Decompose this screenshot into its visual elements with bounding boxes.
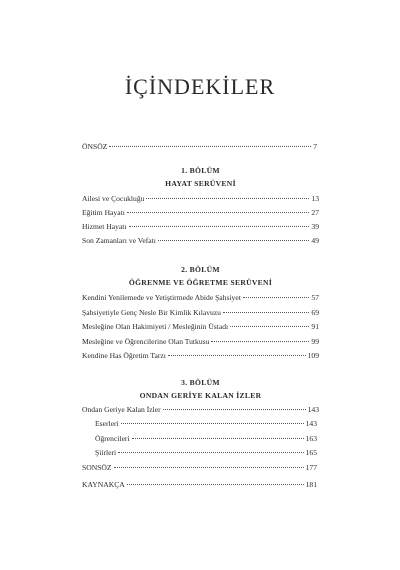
dot-leader [114, 467, 304, 468]
entry-page: 57 [311, 293, 319, 302]
dot-leader [109, 146, 311, 147]
toc-subentry [95, 448, 317, 458]
dot-leader [243, 297, 310, 298]
entry-page: 143 [307, 405, 319, 414]
entry-label: ÖNSÖZ [82, 142, 108, 151]
toc-entry [82, 293, 319, 303]
toc-subentry [95, 419, 317, 429]
entry-page: 39 [311, 222, 319, 231]
entry-page: 49 [311, 236, 319, 245]
part3-number: 3. BÖLÜM [181, 378, 220, 387]
entry-label: Eğitim Hayatı [82, 208, 125, 217]
toc-entry [82, 322, 319, 332]
entry-page: 165 [305, 448, 317, 457]
entry-label: SONSÖZ [82, 463, 112, 472]
part1-name: HAYAT SERÜVENİ [165, 179, 236, 188]
entry-page: 27 [311, 208, 319, 217]
dot-leader [223, 312, 309, 313]
dot-leader [127, 484, 304, 485]
toc-entry [82, 236, 319, 246]
entry-page: 13 [311, 194, 319, 203]
page-title: İÇİNDEKİLER [124, 74, 276, 99]
dot-leader [118, 452, 304, 453]
dot-leader [230, 326, 309, 327]
dot-leader [121, 423, 304, 424]
dot-leader [146, 198, 309, 199]
toc-entry [82, 351, 319, 361]
entry-label: Öğrencileri [95, 434, 130, 443]
dot-leader [168, 355, 306, 356]
entry-label: Şahsiyetiyle Genç Nesle Bir Kimlik Kılavuzu [82, 308, 221, 317]
entry-page: 177 [305, 463, 317, 472]
entry-page: 143 [305, 419, 317, 428]
toc-entry-preface [82, 142, 317, 152]
part2-name: ÖĞRENME VE ÖĞRETME SERÜVENİ [128, 278, 273, 287]
toc-entry [82, 222, 319, 232]
entry-label: Şiirleri [95, 448, 117, 457]
entry-label: Son Zamanları ve Vefatı [82, 236, 156, 245]
part3-name: ONDAN GERİYE KALAN İZLER [139, 391, 262, 400]
dot-leader [211, 341, 309, 342]
entry-page: 181 [305, 480, 317, 489]
entry-label: KAYNAKÇA [82, 480, 125, 489]
toc-entry-afterword [82, 463, 317, 473]
entry-page: 91 [311, 322, 319, 331]
toc-entry-bibliography [82, 480, 317, 490]
toc-subentry [95, 434, 317, 444]
entry-page: 69 [311, 308, 319, 317]
entry-page: 163 [305, 434, 317, 443]
dot-leader [163, 409, 306, 410]
dot-leader [129, 226, 310, 227]
entry-label: Hizmet Hayatı [82, 222, 127, 231]
entry-label: Eserleri [95, 419, 119, 428]
toc-entry [82, 405, 319, 415]
entry-label: Ondan Geriye Kalan İzler [82, 405, 161, 414]
part1-number: 1. BÖLÜM [181, 166, 220, 175]
entry-label: Ailesi ve Çocukluğu [82, 194, 145, 203]
toc-entry [82, 194, 319, 204]
dot-leader [158, 240, 310, 241]
part2-number: 2. BÖLÜM [181, 265, 220, 274]
entry-label: Mesleğine Olan Hakimiyeti / Mesleğinin Üstadı [82, 322, 229, 331]
entry-page: 7 [313, 142, 317, 151]
toc-entry [82, 208, 319, 218]
entry-page: 109 [307, 351, 319, 360]
entry-page: 99 [311, 337, 319, 346]
dot-leader [127, 212, 310, 213]
entry-label: Kendine Has Öğretim Tarzı [82, 351, 166, 360]
toc-entry [82, 308, 319, 318]
toc-entry [82, 337, 319, 347]
dot-leader [132, 438, 304, 439]
entry-label: Mesleğine ve Öğrencilerine Olan Tutkusu [82, 337, 210, 346]
entry-label: Kendini Yenilemede ve Yetiştirmede Abide Şahsiyet [82, 293, 241, 302]
